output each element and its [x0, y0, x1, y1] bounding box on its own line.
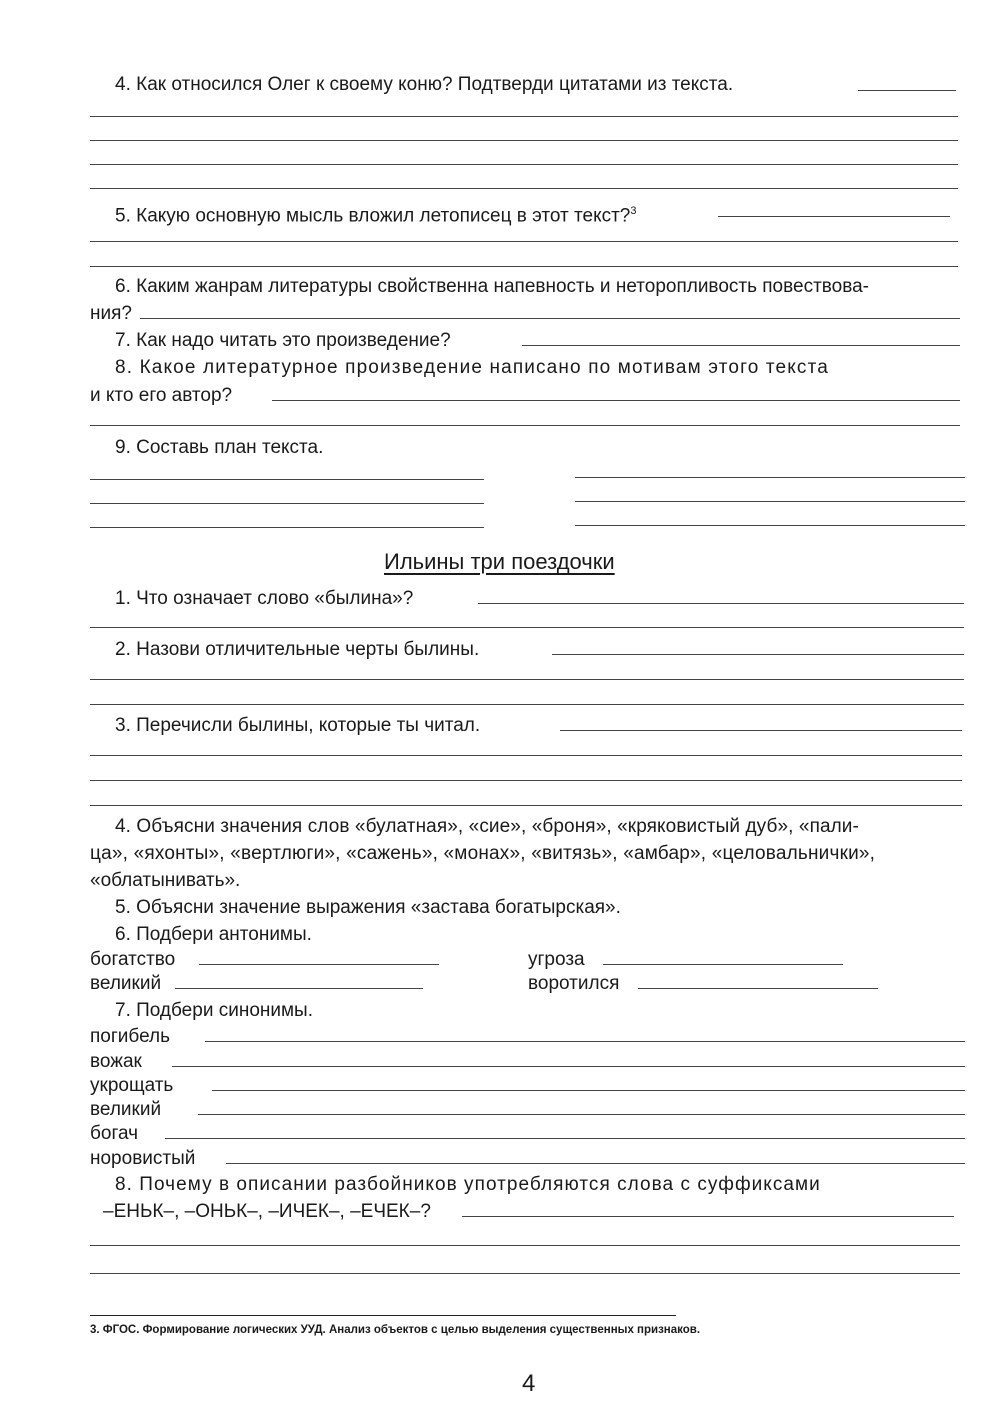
answer-line[interactable] [90, 805, 962, 806]
answer-line[interactable] [90, 679, 964, 680]
answer-line[interactable] [90, 627, 964, 628]
page-number: 4 [522, 1370, 536, 1397]
answer-line[interactable] [90, 704, 964, 705]
answer-line[interactable] [90, 140, 958, 141]
answer-line[interactable] [199, 964, 439, 965]
answer-line[interactable] [90, 780, 962, 781]
plan-line-right[interactable] [575, 477, 965, 478]
question-4-line3: «облатынивать». [90, 870, 241, 891]
footnote-ref: 3 [630, 205, 637, 217]
question-9: 9. Составь план текста. [115, 437, 324, 458]
antonym-word: угроза [528, 949, 585, 970]
synonym-word: вожак [90, 1051, 142, 1072]
question-2: 2. Назови отличительные черты былины. [115, 639, 480, 660]
question-4: 4. Как относился Олег к своему коню? Подтверди цитатами из текста. [115, 74, 734, 95]
answer-line[interactable] [90, 116, 958, 117]
footnote: 3. ФГОС. Формирование логических УУД. Анализ объектов с целью выделения существенных признаков. [90, 1324, 701, 1336]
question-6-line1: 6. Каким жанрам литературы свойственна напевность и неторопливость повествова- [115, 276, 869, 297]
answer-line[interactable] [90, 164, 958, 165]
question-8-line2: и кто его автор? [90, 385, 233, 406]
question-6-line2: ния? [90, 303, 132, 324]
question-8-line1: 8. Какое литературное произведение написано по мотивам этого текста [115, 357, 829, 378]
answer-line[interactable] [90, 1273, 960, 1274]
section-title: Ильины три поездочки [384, 549, 615, 574]
answer-line[interactable] [552, 654, 964, 655]
answer-line[interactable] [90, 188, 958, 189]
question-7: 7. Подбери синонимы. [115, 1000, 313, 1021]
answer-line[interactable] [90, 241, 958, 242]
answer-line[interactable] [172, 1066, 965, 1067]
question-3: 3. Перечисли былины, которые ты читал. [115, 715, 481, 736]
answer-line[interactable] [858, 90, 956, 91]
question-4-line1: 4. Объясни значения слов «булатная», «сие», «броня», «кряковистый дуб», «пали- [115, 816, 859, 837]
synonym-word: великий [90, 1099, 162, 1120]
question-5-text: 5. Какую основную мысль вложил летописец в этот текст? [115, 205, 631, 227]
answer-line[interactable] [226, 1163, 965, 1164]
question-1: 1. Что означает слово «былина»? [115, 588, 414, 609]
footnote-separator [90, 1315, 676, 1316]
question-5: 5. Объясни значение выражения «застава богатырская». [115, 897, 621, 918]
answer-line[interactable] [638, 988, 878, 989]
answer-line[interactable] [175, 988, 423, 989]
synonym-word: укрощать [90, 1075, 174, 1096]
plan-line-right[interactable] [575, 501, 965, 502]
question-8-line2: –ЕНЬК–, –ОНЬК–, –ИЧЕК–, –ЕЧЕК–? [103, 1201, 431, 1222]
answer-line[interactable] [205, 1041, 965, 1042]
answer-line[interactable] [212, 1090, 965, 1091]
synonym-word: богач [90, 1123, 139, 1144]
antonym-word: великий [90, 973, 162, 994]
plan-line-right[interactable] [575, 525, 965, 526]
plan-line-left[interactable] [90, 527, 484, 528]
answer-line[interactable] [522, 345, 960, 346]
answer-line[interactable] [198, 1114, 965, 1115]
question-4-line2: ца», «яхонты», «вертлюги», «сажень», «монах», «витязь», «амбар», «целовальнички», [90, 843, 876, 864]
answer-line[interactable] [165, 1138, 965, 1139]
antonym-word: воротился [528, 973, 620, 994]
plan-line-left[interactable] [90, 503, 484, 504]
answer-line[interactable] [90, 755, 962, 756]
answer-line[interactable] [90, 425, 960, 426]
answer-line[interactable] [90, 266, 958, 267]
question-7: 7. Как надо читать это произведение? [115, 330, 451, 351]
synonym-word: норовистый [90, 1148, 196, 1169]
antonym-word: богатство [90, 949, 176, 970]
answer-line[interactable] [90, 1245, 960, 1246]
answer-line[interactable] [603, 964, 843, 965]
answer-line[interactable] [560, 730, 962, 731]
answer-line[interactable] [718, 216, 950, 217]
question-8-line1: 8. Почему в описании разбойников употребляются слова с суффиксами [115, 1174, 821, 1195]
answer-line[interactable] [140, 318, 960, 319]
question-5 [115, 199, 637, 228]
plan-line-left[interactable] [90, 479, 484, 480]
answer-line[interactable] [478, 603, 964, 604]
answer-line[interactable] [462, 1216, 954, 1217]
synonym-word: погибель [90, 1026, 170, 1047]
question-6: 6. Подбери антонимы. [115, 924, 312, 945]
answer-line[interactable] [272, 400, 960, 401]
